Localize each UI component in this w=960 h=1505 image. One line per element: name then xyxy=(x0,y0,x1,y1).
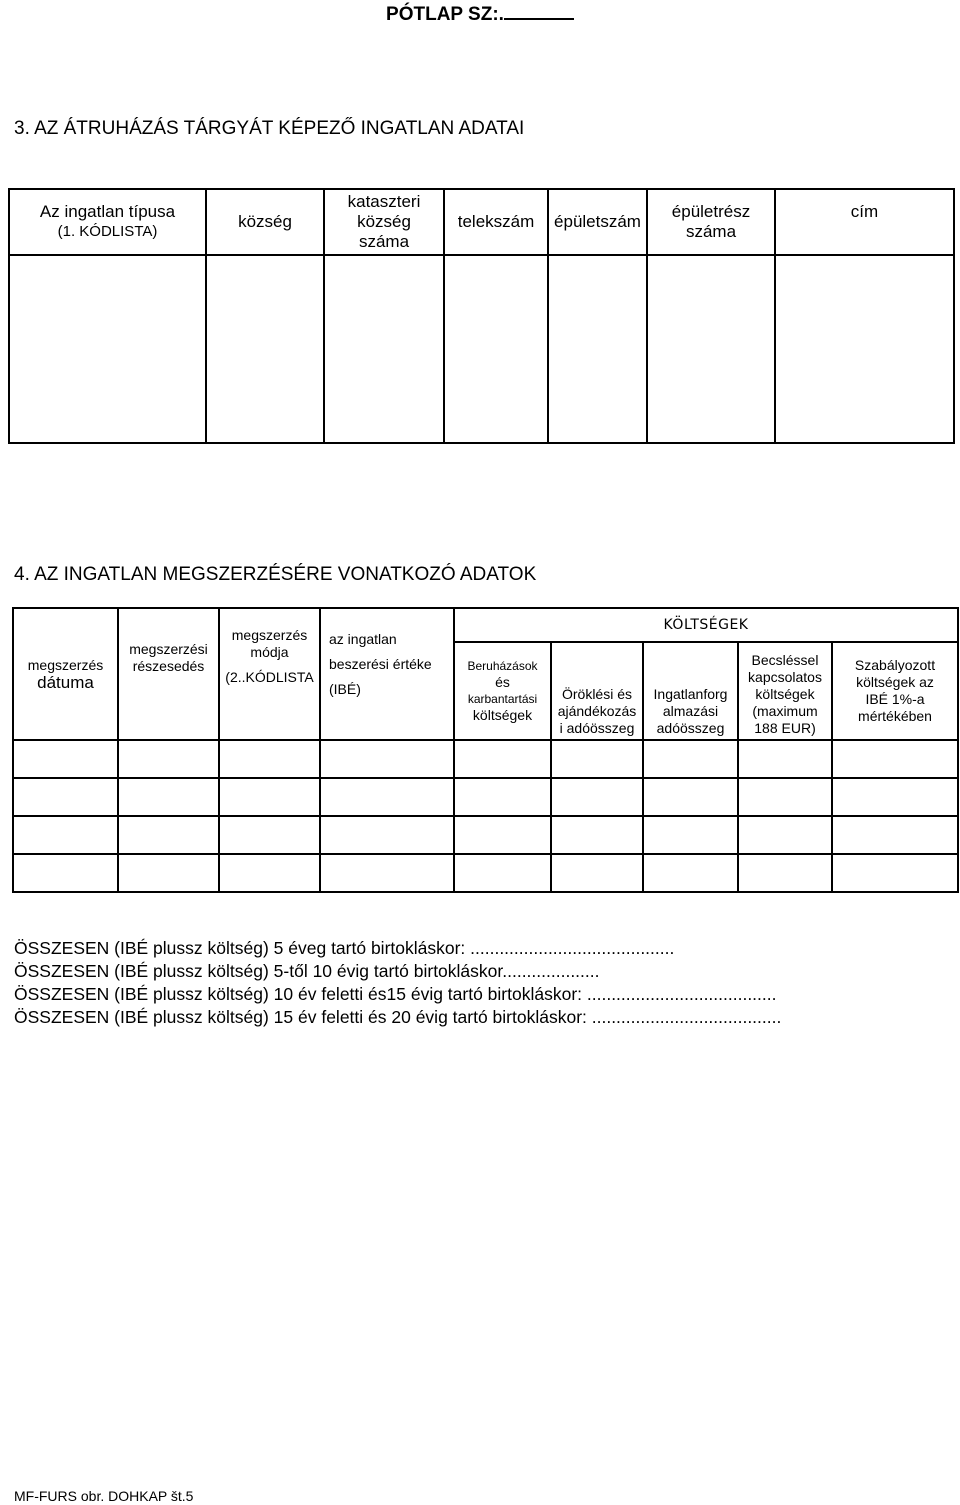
cell-entry[interactable] xyxy=(643,854,738,892)
cell-entry[interactable] xyxy=(551,854,643,892)
summary-block xyxy=(14,937,781,1029)
cell-entry[interactable] xyxy=(454,778,551,816)
cell-entry[interactable] xyxy=(832,816,958,854)
cell-entry[interactable] xyxy=(118,816,219,854)
cell-cadastral-municipality[interactable] xyxy=(324,255,444,443)
property-data-table xyxy=(8,188,955,444)
col-property-type: Az ingatlan típusa (1. KÓDLISTA) xyxy=(9,189,206,255)
cell-entry[interactable] xyxy=(738,778,832,816)
acquisition-entry-row xyxy=(13,778,958,816)
acquisition-entry-row xyxy=(13,854,958,892)
cell-entry[interactable] xyxy=(738,816,832,854)
cell-entry[interactable] xyxy=(454,816,551,854)
cell-municipality[interactable] xyxy=(206,255,324,443)
cell-entry[interactable] xyxy=(13,778,118,816)
cell-entry[interactable] xyxy=(219,854,320,892)
col-building-part-number: épületrész száma xyxy=(647,189,775,255)
title-blank-line[interactable] xyxy=(504,2,574,20)
acquisition-entry-row xyxy=(13,816,958,854)
cell-building-number[interactable] xyxy=(548,255,647,443)
page-title xyxy=(0,2,960,26)
col-building-number: épületszám xyxy=(548,189,647,255)
cell-entry[interactable] xyxy=(551,778,643,816)
col-acquisition-share: megszerzési részesedés xyxy=(118,608,219,740)
cell-entry[interactable] xyxy=(13,854,118,892)
cell-entry[interactable] xyxy=(320,778,454,816)
col-transfer-tax: Ingatlanforg almazási adóösszeg xyxy=(643,642,738,740)
property-header-row xyxy=(9,189,954,255)
col-acquisition-value: az ingatlan beszerési értéke (IBÉ) xyxy=(320,608,454,740)
col-valuation-costs: Becsléssel kapcsolatos költségek (maximum 188 EUR) xyxy=(738,642,832,740)
summary-line-15-20-years: ÖSSZESEN (IBÉ plussz költség) 15 év feletti és 20 évig tartó birtokláskor: ....................................... xyxy=(14,1007,782,1027)
cell-entry[interactable] xyxy=(643,816,738,854)
col-cadastral-municipality: kataszteri község száma xyxy=(324,189,444,255)
title-text: PÓTLAP SZ:. xyxy=(386,4,504,25)
form-code-footer: MF-FURS obr. DOHKAP št.5 xyxy=(14,1488,194,1504)
cell-building-part-number[interactable] xyxy=(647,255,775,443)
acquisition-header-row-1 xyxy=(13,608,958,642)
cell-entry[interactable] xyxy=(118,854,219,892)
cell-entry[interactable] xyxy=(832,740,958,778)
summary-line-10-15-years: ÖSSZESEN (IBÉ plussz költség) 10 év feletti és15 évig tartó birtokláskor: ....................................... xyxy=(14,984,777,1004)
cell-plot-number[interactable] xyxy=(444,255,548,443)
cell-entry[interactable] xyxy=(320,816,454,854)
property-entry-row xyxy=(9,255,954,443)
col-inheritance-tax: Öröklési és ajándékozás i adóösszeg xyxy=(551,642,643,740)
section3-heading: 3. AZ ÁTRUHÁZÁS TÁRGYÁT KÉPEZŐ INGATLAN ADATAI xyxy=(14,118,525,139)
col-acquisition-method: megszerzés módja (2..KÓDLISTA xyxy=(219,608,320,740)
cell-entry[interactable] xyxy=(738,854,832,892)
cell-entry[interactable] xyxy=(320,854,454,892)
cell-entry[interactable] xyxy=(13,740,118,778)
col-regulated-costs: Szabályozott költségek az IBÉ 1%-a mértékében xyxy=(832,642,958,740)
cell-entry[interactable] xyxy=(219,778,320,816)
acquisition-data-table xyxy=(12,607,959,893)
col-plot-number: telekszám xyxy=(444,189,548,255)
cell-entry[interactable] xyxy=(832,854,958,892)
cell-entry[interactable] xyxy=(13,816,118,854)
summary-line-5-10-years: ÖSSZESEN (IBÉ plussz költség) 5-től 10 évig tartó birtokláskor.................... xyxy=(14,961,600,981)
acquisition-entry-row xyxy=(13,740,958,778)
col-group-costs: KÖLTSÉGEK xyxy=(454,608,958,642)
cell-property-type[interactable] xyxy=(9,255,206,443)
cell-entry[interactable] xyxy=(219,740,320,778)
col-address: cím xyxy=(775,189,954,255)
section4-heading: 4. AZ INGATLAN MEGSZERZÉSÉRE VONATKOZÓ ADATOK xyxy=(14,564,537,585)
cell-entry[interactable] xyxy=(320,740,454,778)
cell-entry[interactable] xyxy=(454,740,551,778)
col-investment-costs: Beruházások és karbantartási költségek xyxy=(454,642,551,740)
cell-entry[interactable] xyxy=(832,778,958,816)
cell-entry[interactable] xyxy=(454,854,551,892)
summary-line-5-years: ÖSSZESEN (IBÉ plussz költség) 5 éveg tartó birtokláskor: .......................................... xyxy=(14,938,675,958)
cell-address[interactable] xyxy=(775,255,954,443)
cell-entry[interactable] xyxy=(219,816,320,854)
col-municipality: község xyxy=(206,189,324,255)
cell-entry[interactable] xyxy=(643,740,738,778)
cell-entry[interactable] xyxy=(118,778,219,816)
cell-entry[interactable] xyxy=(738,740,832,778)
col-acquisition-date: megszerzés dátuma xyxy=(13,608,118,740)
cell-entry[interactable] xyxy=(551,816,643,854)
cell-entry[interactable] xyxy=(551,740,643,778)
cell-entry[interactable] xyxy=(118,740,219,778)
cell-entry[interactable] xyxy=(643,778,738,816)
